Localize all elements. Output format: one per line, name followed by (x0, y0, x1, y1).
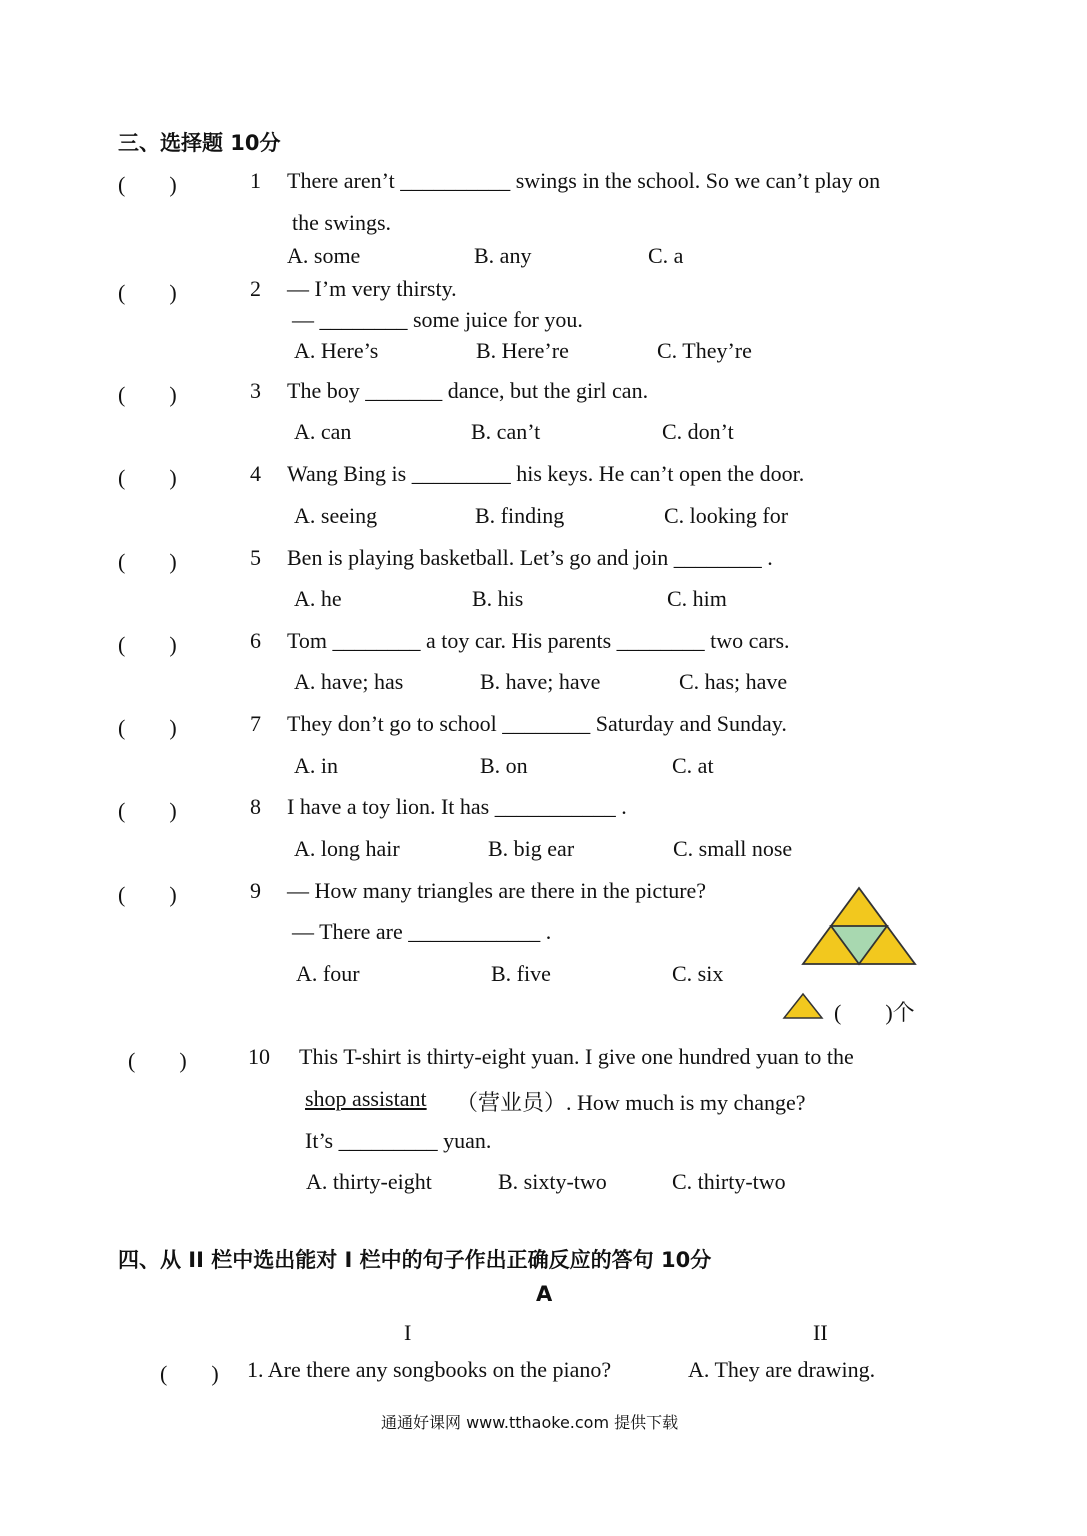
answer-blank-4[interactable]: ( ) (118, 465, 177, 490)
question-number-7: 7 (250, 711, 261, 736)
q9-option-b: B. five (491, 961, 551, 986)
question-3-text: The boy _______ dance, but the girl can. (287, 378, 649, 403)
question-10-text: This T-shirt is thirty-eight yuan. I give one hundred yuan to the (299, 1044, 854, 1069)
answer-blank-3[interactable]: ( ) (118, 382, 177, 407)
section4-heading: 四、从 II 栏中选出能对 I 栏中的句子作出正确反应的答句 10分 (118, 1248, 712, 1272)
q10-option-c: C. thirty-two (672, 1169, 786, 1194)
q2-option-b: B. Here’re (476, 338, 569, 363)
triangle-figure (800, 886, 918, 968)
q4-option-b: B. finding (475, 503, 565, 528)
group-label: A (536, 1282, 553, 1306)
question-number-8: 8 (250, 794, 261, 819)
q8-option-b: B. big ear (488, 836, 575, 861)
q4-option-a: A. seeing (294, 503, 378, 528)
q8-option-a: A. long hair (294, 836, 400, 861)
question-number-9: 9 (250, 878, 261, 903)
q6-option-b: B. have; have (480, 669, 601, 694)
q4-option-c: C. looking for (664, 503, 789, 528)
q3-option-a: A. can (294, 419, 352, 444)
answer-blank-5[interactable]: ( ) (118, 549, 177, 574)
answer-blank-6[interactable]: ( ) (118, 632, 177, 657)
question-9-text-cont: — There are ____________ . (292, 919, 552, 944)
question-9-text: — How many triangles are there in the picture? (287, 878, 707, 903)
answer-blank-9[interactable]: ( ) (118, 882, 177, 907)
question-number-2: 2 (250, 276, 261, 301)
column-i-label: I (404, 1320, 412, 1345)
question-10-answer-line: It’s _________ yuan. (305, 1128, 492, 1153)
q1-option-b: B. any (474, 243, 532, 268)
answer-blank-7[interactable]: ( ) (118, 715, 177, 740)
triangle-icon (782, 992, 824, 1020)
question-1-text-cont: the swings. (292, 210, 391, 235)
q10-option-a: A. thirty-eight (306, 1169, 432, 1194)
question-2-text-cont: — ________ some juice for you. (292, 307, 583, 332)
matching-question-1: 1. Are there any songbooks on the piano? (247, 1357, 612, 1382)
question-6-text: Tom ________ a toy car. His parents ________ two cars. (287, 628, 790, 653)
q2-option-a: A. Here’s (294, 338, 379, 363)
question-7-text: They don’t go to school ________ Saturday and Sunday. (287, 711, 787, 736)
question-5-text: Ben is playing basketball. Let’s go and join ________ . (287, 545, 773, 570)
q7-option-b: B. on (480, 753, 528, 778)
answer-blank-1[interactable]: ( ) (118, 172, 177, 197)
column-ii-label: II (813, 1320, 828, 1345)
q7-option-a: A. in (294, 753, 338, 778)
q7-option-c: C. at (672, 753, 714, 778)
answer-blank-10[interactable]: ( ) (128, 1048, 187, 1073)
question-4-text: Wang Bing is _________ his keys. He can’t open the door. (287, 461, 805, 486)
section3-heading: 三、选择题 10分 (118, 131, 281, 155)
matching-blank-1[interactable]: ( ) (160, 1361, 219, 1386)
question-number-3: 3 (250, 378, 261, 403)
q5-option-b: B. his (472, 586, 524, 611)
question-number-10: 10 (248, 1044, 270, 1069)
question-number-4: 4 (250, 461, 261, 486)
matching-answer-a: A. They are drawing. (688, 1357, 876, 1382)
question-number-5: 5 (250, 545, 261, 570)
shop-assistant-term: shop assistant (305, 1086, 427, 1111)
q3-option-b: B. can’t (471, 419, 541, 444)
question-number-6: 6 (250, 628, 261, 653)
q1-option-a: A. some (287, 243, 361, 268)
q10-option-b: B. sixty-two (498, 1169, 607, 1194)
question-number-1: 1 (250, 168, 261, 193)
question-8-text: I have a toy lion. It has ___________ . (287, 794, 627, 819)
figure-count-blank[interactable]: ( )个 (834, 1000, 915, 1025)
question-2-text: — I’m very thirsty. (287, 276, 457, 301)
question-10-text-cont: （营业员）. How much is my change? (456, 1090, 806, 1115)
answer-blank-8[interactable]: ( ) (118, 798, 177, 823)
footer-credit: 通通好课网 www.tthaoke.com 提供下载 (381, 1413, 679, 1432)
q3-option-c: C. don’t (662, 419, 734, 444)
question-1-text: There aren’t __________ swings in the school. So we can’t play on (287, 168, 881, 193)
q9-option-c: C. six (672, 961, 724, 986)
q9-option-a: A. four (296, 961, 360, 986)
q6-option-a: A. have; has (294, 669, 404, 694)
q8-option-c: C. small nose (673, 836, 793, 861)
q1-option-c: C. a (648, 243, 684, 268)
q5-option-a: A. he (294, 586, 342, 611)
q6-option-c: C. has; have (679, 669, 788, 694)
answer-blank-2[interactable]: ( ) (118, 280, 177, 305)
q5-option-c: C. him (667, 586, 727, 611)
q2-option-c: C. They’re (657, 338, 752, 363)
